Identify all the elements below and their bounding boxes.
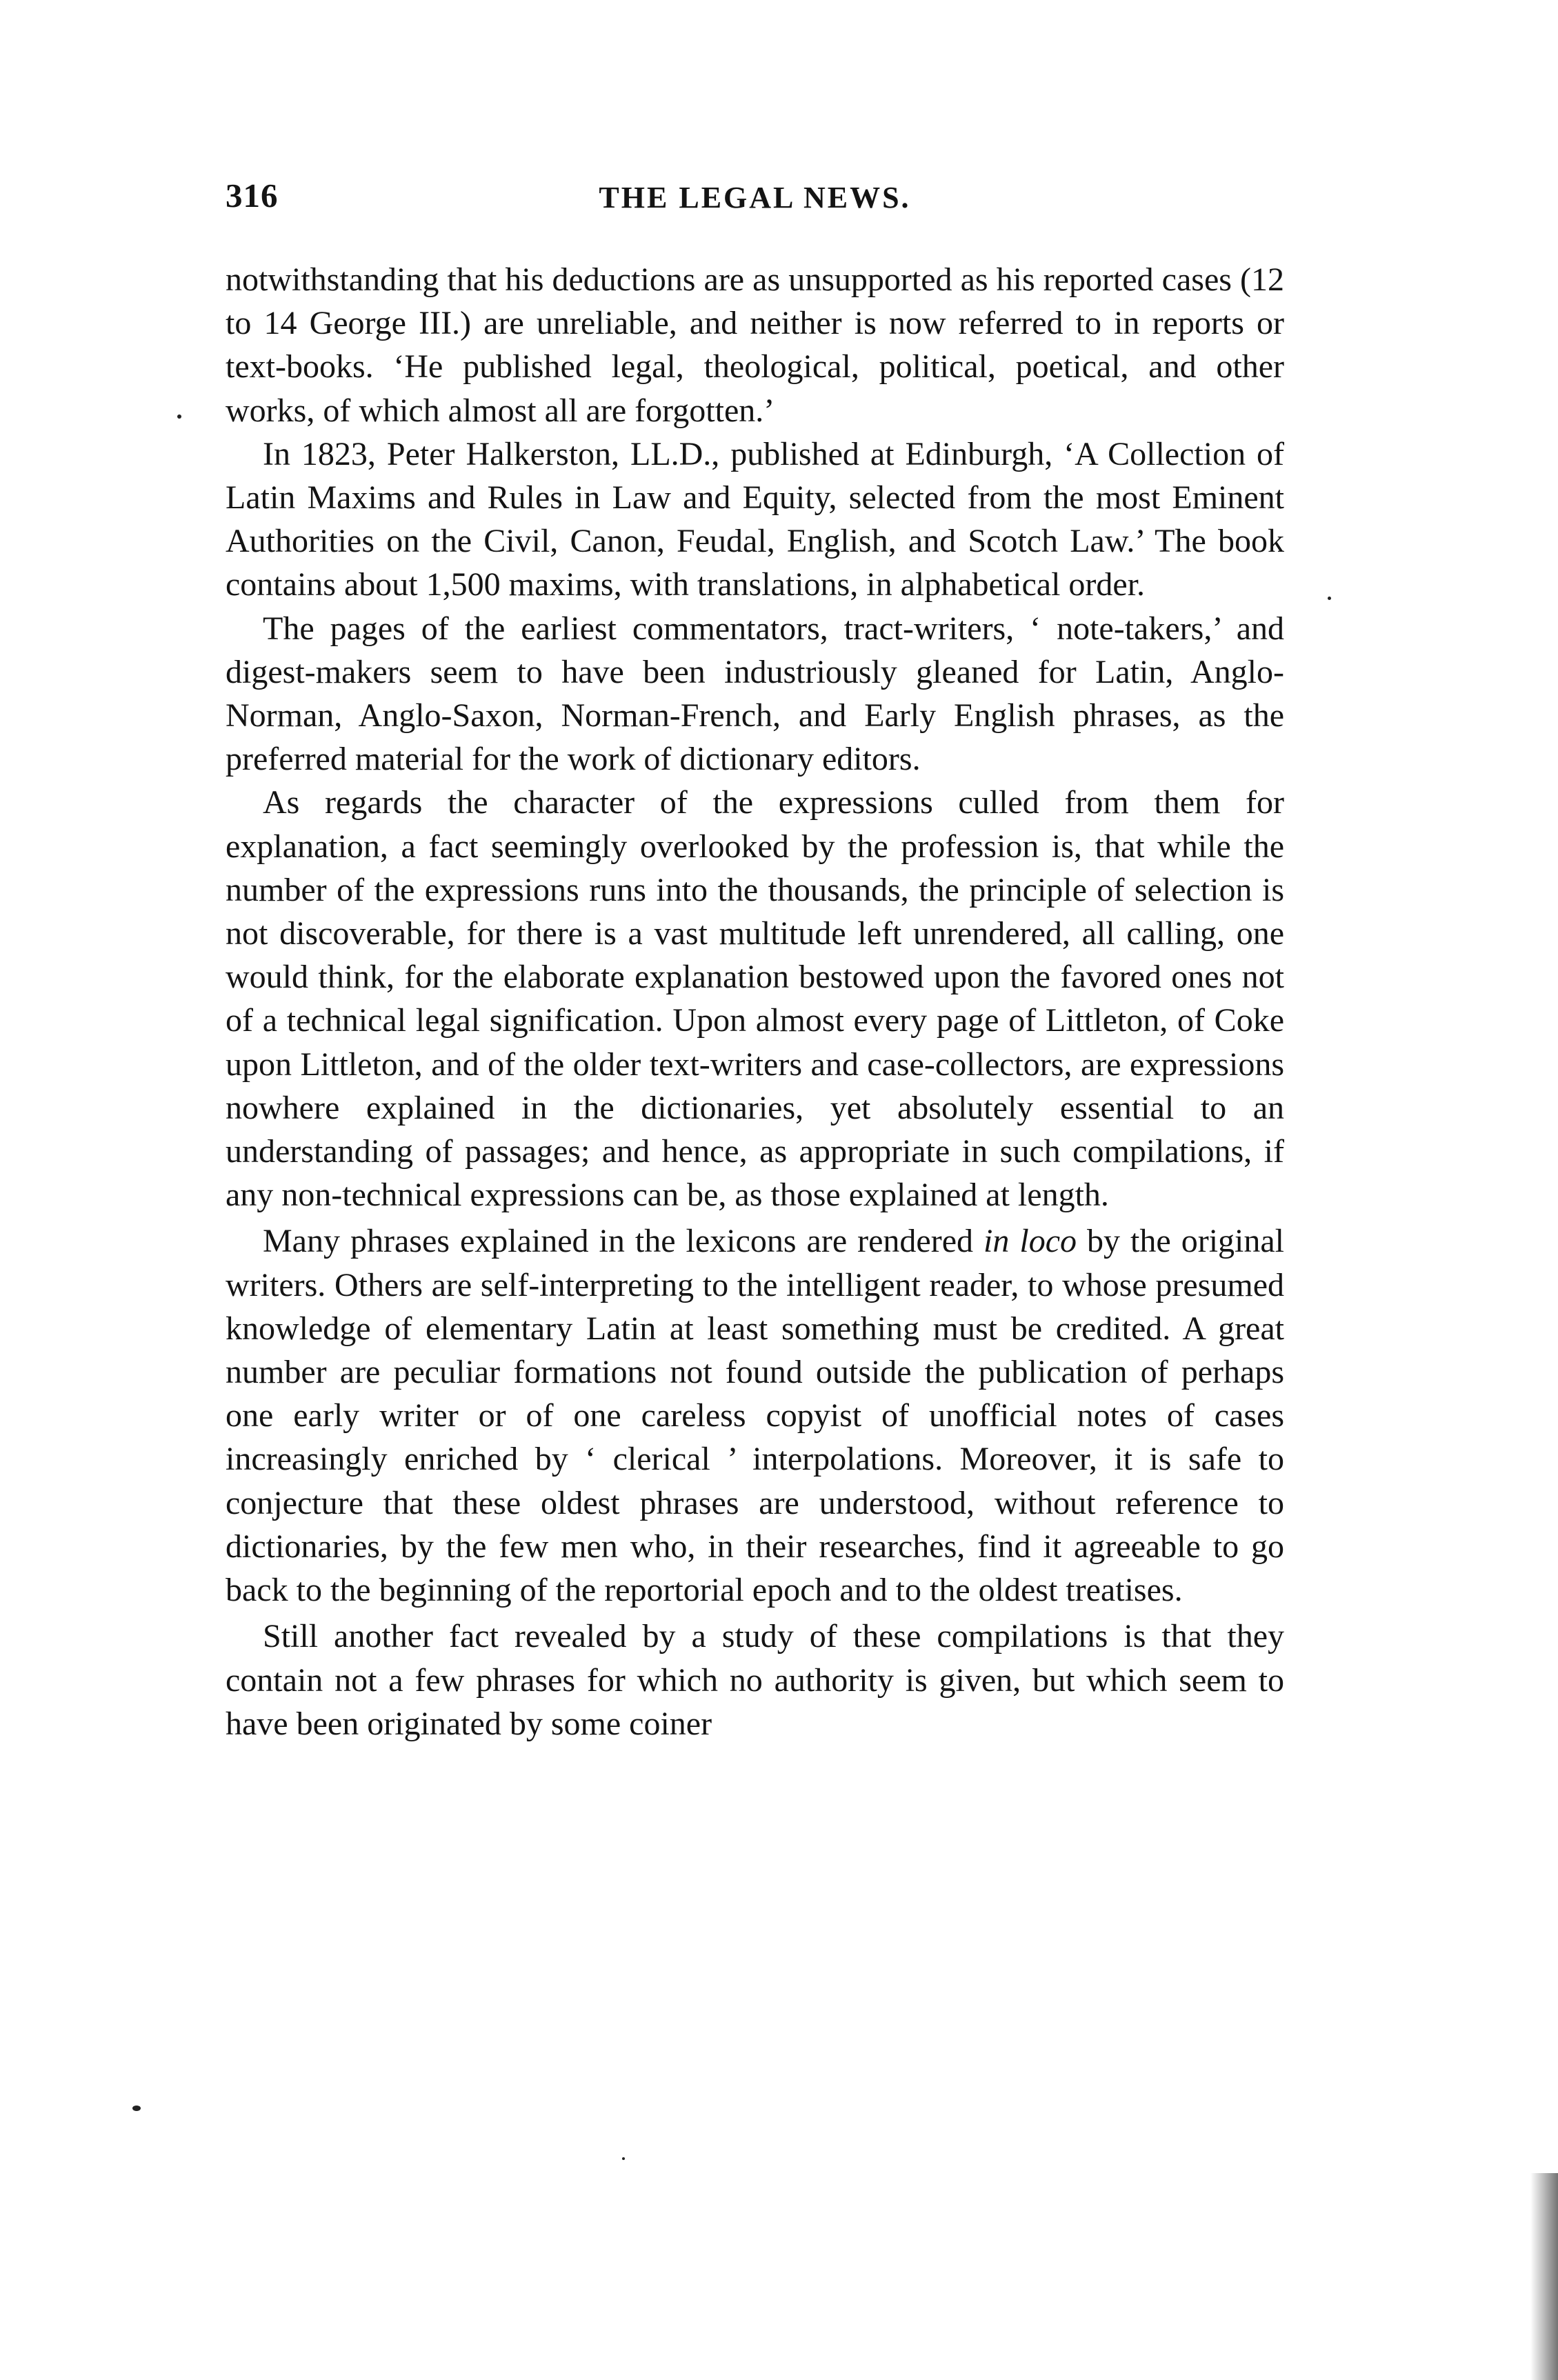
running-title: THE LEGAL NEWS. — [599, 181, 911, 214]
page-header — [226, 176, 1284, 231]
scan-speck-bottom-left — [132, 2106, 141, 2111]
paragraph-lexicons-before: Many phrases explained in the lexicons are rendered — [263, 1223, 984, 1260]
paragraph-lexicons-italic: in loco — [983, 1223, 1077, 1260]
page-edge-shadow — [1530, 2173, 1558, 2380]
paragraph-continuation: notwithstanding that his deductions are as unsupported as his reported cases (12 to 14 George III.) are unreliable, and neither is now referred to in reports or text-books. ‘He published legal, theological, political, poetical, and other works, of which almost all are forgotten.’ — [226, 261, 1284, 429]
page-number: 316 — [226, 177, 279, 214]
scan-speck-bottom-center — [622, 2157, 625, 2160]
scan-speck-left — [177, 414, 181, 419]
paragraph-commentators: The pages of the earliest commentators, tract-writers, ‘ note-takers,’ and digest-makers seem to have been industriously gleaned for Latin, Anglo-Norman, Anglo-Saxon, Norman-French, and Early English phrases, as the preferred material for the work of dictionary editors. — [226, 610, 1284, 778]
paragraph-character: As regards the character of the expressions culled from them for explanation, a fact seemingly overlooked by the profession is, that while the number of the expressions runs into the thousands, the principle of selection is not discoverable, for there is a vast multitude left unrendered, all calling, one would think, for the elaborate explanation bestowed upon the favored ones not of a technical legal signification. Upon almost every page of Littleton, of Coke upon Littleton, and of the older text-writers and case-collectors, are expressions nowhere explained in the dictionaries, yet absolutely essential to an understanding of passages; and hence, as appropriate in such compilations, if any non-technical expressions can be, as those explained at length. — [226, 784, 1284, 1214]
paragraph-lexicons-after: by the original writers. Others are self-interpreting to the intelligent reader, to whose presumed knowledge of elementary Latin at least something must be credited. A great number are peculiar formations not found outside the publication of perhaps one early writer or of one careless copyist of unofficial notes of cases increasingly enriched by ‘ clerical ’ interpolations. Moreover, it is safe to conjecture that these oldest phrases are understood, without reference to dictionaries, by the few men who, in their researches, find it agreeable to go back to the beginning of the reportorial epoch and to the oldest treatises. — [226, 1223, 1285, 1609]
paragraph-still-another: Still another fact revealed by a study of these compilations is that they contain not a few phrases for which no authority is given, but which seem to have been originated by some coiner — [226, 1618, 1284, 1742]
scan-speck-right — [1328, 597, 1331, 600]
body-text — [226, 258, 1284, 1746]
paragraph-halkerston: In 1823, Peter Halkerston, LL.D., published at Edinburgh, ‘A Collection of Latin Maxims and Rules in Law and Equity, selected from the most Eminent Authorities on the Civil, Canon, Feudal, English, and Scotch Law.’ The book contains about 1,500 maxims, with translations, in alphabetical order. — [226, 435, 1284, 603]
paragraph-lexicons — [226, 1219, 1284, 1612]
